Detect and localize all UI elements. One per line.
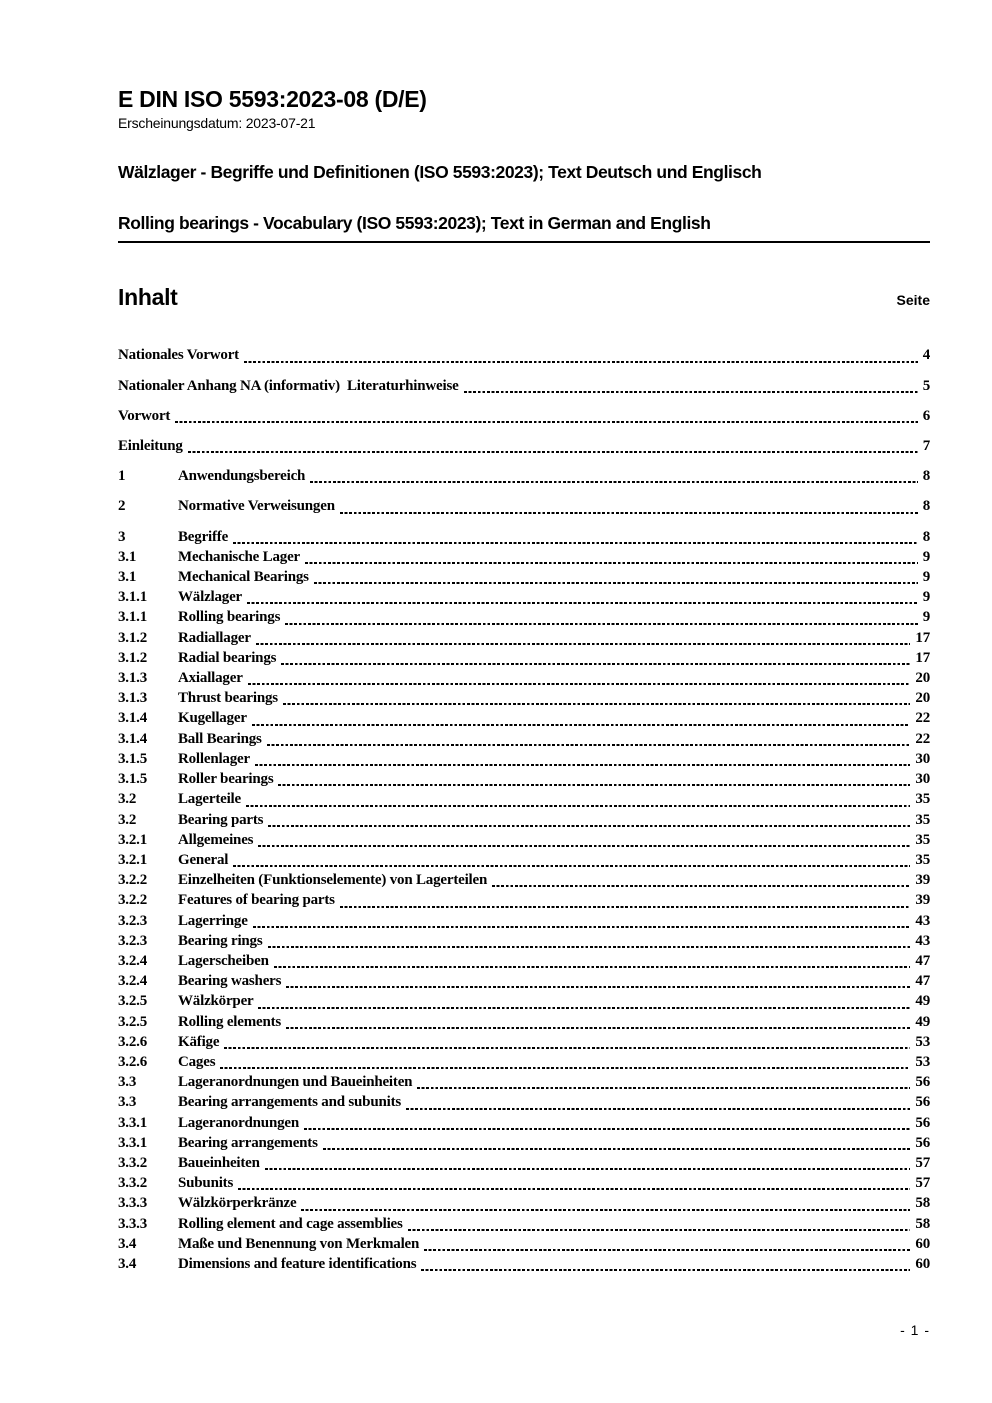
toc-entry-page: 5	[922, 377, 930, 394]
dot-leader	[253, 749, 912, 769]
toc-entry	[118, 607, 930, 627]
dot-leader	[236, 1173, 912, 1193]
toc-entry-number: 3.1.4	[118, 710, 148, 727]
toc-entry-page: 8	[922, 528, 930, 545]
toc-entry	[118, 436, 930, 456]
toc-entry-number: 3.2.5	[118, 993, 148, 1010]
toc-entry-title: Nationaler Anhang NA (informativ) Literaturhinweise	[118, 377, 459, 394]
toc-entry	[118, 830, 930, 850]
toc-entry	[118, 1254, 930, 1274]
dot-leader	[303, 547, 920, 567]
toc-entry-title: Mechanische Lager	[178, 548, 300, 565]
toc-entry-page: 22	[915, 730, 930, 747]
toc-entry-page: 47	[915, 973, 930, 990]
toc-entry-number: 3.4	[118, 1235, 137, 1252]
toc-entry	[118, 466, 930, 486]
toc-entry-page: 17	[915, 629, 930, 646]
toc-entry	[118, 587, 930, 607]
toc-entry	[118, 1012, 930, 1032]
toc-entry-number: 3.3.1	[118, 1114, 148, 1131]
toc-entry-number: 3.1.4	[118, 730, 148, 747]
toc-entry-number: 3.2.4	[118, 973, 148, 990]
toc-entry-page: 9	[922, 548, 930, 565]
toc-entry-number: 3.1	[118, 548, 137, 565]
toc-entry-title: Baueinheiten	[178, 1154, 260, 1171]
toc-entry-page: 9	[922, 589, 930, 606]
toc-entry-number: 3.3.3	[118, 1195, 148, 1212]
dot-leader	[231, 527, 920, 547]
toc-entry	[118, 547, 930, 567]
toc-entry-title: Wälzkörper	[178, 993, 254, 1010]
toc-entry	[118, 1214, 930, 1234]
toc-entry-number: 3.4	[118, 1255, 137, 1272]
toc-entry-number: 1	[118, 468, 126, 485]
toc-entry-title: Roller bearings	[178, 771, 274, 788]
toc-entry	[118, 1092, 930, 1112]
dot-leader	[256, 991, 912, 1011]
toc-entry-number: 3.2	[118, 791, 137, 808]
toc-entry	[118, 1032, 930, 1052]
table-of-contents	[118, 345, 930, 1274]
dot-leader	[218, 1052, 912, 1072]
toc-entry-number: 3.1.5	[118, 771, 148, 788]
toc-entry	[118, 708, 930, 728]
dot-leader	[281, 688, 912, 708]
toc-entry-title: Cages	[178, 1053, 216, 1070]
toc-entry	[118, 496, 930, 516]
toc-entry-page: 39	[915, 872, 930, 889]
toc-entry-number: 3.1.2	[118, 649, 148, 666]
dot-leader	[308, 466, 920, 486]
toc-entry-title: Lagerringe	[178, 912, 248, 929]
dot-leader	[256, 830, 912, 850]
toc-entry	[118, 890, 930, 910]
toc-entry	[118, 749, 930, 769]
dot-leader	[251, 911, 913, 931]
dot-leader	[263, 1153, 913, 1173]
doc-title-english: Rolling bearings - Vocabulary (ISO 5593:2023); Text in German and English	[118, 213, 711, 234]
toc-entry-title: Rolling element and cage assemblies	[178, 1215, 403, 1232]
toc-entry	[118, 1234, 930, 1254]
toc-entry-title: Bearing arrangements	[178, 1134, 318, 1151]
toc-entry-title: Rollenlager	[178, 750, 250, 767]
toc-entry-page: 35	[915, 851, 930, 868]
toc-entry	[118, 951, 930, 971]
toc-entry-number: 3.1.2	[118, 629, 148, 646]
toc-entry-page: 8	[922, 498, 930, 515]
toc-entry	[118, 628, 930, 648]
toc-entry-title: Wälzkörperkränze	[178, 1195, 297, 1212]
toc-entry-page: 60	[915, 1235, 930, 1252]
toc-entry-number: 3.3.3	[118, 1215, 148, 1232]
toc-entry-page: 35	[915, 831, 930, 848]
toc-entry-page: 20	[915, 690, 930, 707]
toc-entry	[118, 971, 930, 991]
toc-entry-number: 3.2.1	[118, 831, 148, 848]
toc-entry-title: Anwendungsbereich	[178, 468, 306, 485]
toc-entry	[118, 931, 930, 951]
toc-entry-title: Begriffe	[178, 528, 229, 545]
toc-entry-number: 3.1.3	[118, 690, 148, 707]
toc-entry	[118, 1133, 930, 1153]
toc-entry-page: 4	[922, 347, 930, 364]
toc-entry	[118, 1193, 930, 1213]
toc-entry-title: Lageranordnungen und Baueinheiten	[178, 1074, 413, 1091]
toc-entry-number: 3.2.6	[118, 1053, 148, 1070]
dot-leader	[338, 890, 913, 910]
toc-entry-page: 43	[915, 912, 930, 929]
toc-entry-page: 47	[915, 952, 930, 969]
dot-leader	[266, 810, 912, 830]
toc-entry-title: Dimensions and feature identifications	[178, 1255, 417, 1272]
toc-entry-page: 49	[915, 1013, 930, 1030]
toc-entry	[118, 1072, 930, 1092]
toc-entry-number: 3.2.2	[118, 872, 148, 889]
toc-entry-title: Rolling elements	[178, 1013, 282, 1030]
toc-entry	[118, 850, 930, 870]
toc-entry-page: 56	[915, 1134, 930, 1151]
dot-leader	[415, 1072, 912, 1092]
toc-entry	[118, 648, 930, 668]
toc-entry-page: 22	[915, 710, 930, 727]
toc-entry	[118, 406, 930, 426]
toc-entry-page: 39	[915, 892, 930, 909]
toc-entry-number: 3.3	[118, 1074, 137, 1091]
toc-entry	[118, 527, 930, 547]
dot-leader	[245, 587, 920, 607]
dot-leader	[284, 971, 912, 991]
toc-entry-title: Nationales Vorwort	[118, 347, 239, 364]
dot-leader	[404, 1092, 912, 1112]
dot-leader	[462, 376, 920, 396]
page-number: - 1 -	[900, 1322, 930, 1338]
toc-entry-title: Bearing rings	[178, 932, 263, 949]
dot-leader	[279, 648, 912, 668]
toc-entry-number: 3.1.3	[118, 670, 148, 687]
toc-entry-title: Mechanical Bearings	[178, 569, 309, 586]
dot-leader	[321, 1133, 913, 1153]
toc-entry-page: 56	[915, 1114, 930, 1131]
toc-header-row	[118, 284, 930, 311]
toc-entry-title: Radial bearings	[178, 649, 277, 666]
toc-entry-title: Subunits	[178, 1175, 234, 1192]
toc-entry	[118, 769, 930, 789]
toc-page-column-label: Seite	[896, 292, 930, 309]
toc-entry-title: Bearing parts	[178, 811, 264, 828]
toc-entry-page: 6	[922, 407, 930, 424]
toc-entry	[118, 688, 930, 708]
toc-entry-page: 7	[922, 438, 930, 455]
toc-entry-page: 9	[922, 609, 930, 626]
dot-leader	[406, 1214, 913, 1234]
toc-entry-title: Einzelheiten (Funktionselemente) von Lagerteilen	[178, 872, 488, 889]
doc-title-german: Wälzlager - Begriffe und Definitionen (ISO 5593:2023); Text Deutsch und Englisch	[118, 162, 762, 183]
toc-entry	[118, 870, 930, 890]
toc-entry-number: 3	[118, 528, 126, 545]
toc-entry-title: Kugellager	[178, 710, 247, 727]
dot-leader	[283, 607, 919, 627]
toc-entry-number: 3.2.5	[118, 1013, 148, 1030]
dot-leader	[490, 870, 912, 890]
toc-entry	[118, 567, 930, 587]
toc-entry-title: Wälzlager	[178, 589, 243, 606]
toc-entry-page: 57	[915, 1175, 930, 1192]
toc-entry-number: 3.3.1	[118, 1134, 148, 1151]
dot-leader	[302, 1113, 912, 1133]
toc-entry-page: 43	[915, 932, 930, 949]
toc-entry-title: Lagerscheiben	[178, 952, 269, 969]
toc-entry-number: 3.2.4	[118, 952, 148, 969]
toc-entry	[118, 991, 930, 1011]
toc-entry-number: 3.3	[118, 1094, 137, 1111]
toc-entry-page: 9	[922, 569, 930, 586]
dot-leader	[246, 668, 913, 688]
dot-leader	[186, 436, 920, 456]
dot-leader	[284, 1012, 912, 1032]
dot-leader	[419, 1254, 912, 1274]
toc-entry	[118, 668, 930, 688]
toc-entry-page: 57	[915, 1154, 930, 1171]
toc-entry-title: Vorwort	[118, 407, 171, 424]
dot-leader	[173, 406, 919, 426]
toc-entry-title: Einleitung	[118, 438, 183, 455]
toc-entry-number: 3.3.2	[118, 1175, 148, 1192]
dot-leader	[254, 628, 913, 648]
toc-entry-title: Features of bearing parts	[178, 892, 335, 909]
toc-entry	[118, 1153, 930, 1173]
toc-entry-page: 35	[915, 791, 930, 808]
toc-entry-page: 20	[915, 670, 930, 687]
toc-entry	[118, 789, 930, 809]
toc-entry-number: 3.2.2	[118, 892, 148, 909]
dot-leader	[276, 769, 912, 789]
toc-entry-number: 3.2.3	[118, 912, 148, 929]
toc-entry	[118, 810, 930, 830]
toc-entry-page: 60	[915, 1255, 930, 1272]
toc-entry-number: 3.3.2	[118, 1154, 148, 1171]
toc-entry	[118, 1173, 930, 1193]
dot-leader	[266, 931, 913, 951]
toc-entry-title: Ball Bearings	[178, 730, 262, 747]
header-divider	[118, 241, 930, 243]
dot-leader	[222, 1032, 912, 1052]
toc-entry-page: 53	[915, 1033, 930, 1050]
toc-entry	[118, 345, 930, 365]
toc-entry-title: Allgemeines	[178, 831, 254, 848]
toc-entry-page: 58	[915, 1215, 930, 1232]
toc-entry-title: Maße und Benennung von Merkmalen	[178, 1235, 420, 1252]
toc-entry-page: 53	[915, 1053, 930, 1070]
dot-leader	[250, 708, 913, 728]
toc-entry	[118, 1113, 930, 1133]
toc-entry-title: Lageranordnungen	[178, 1114, 299, 1131]
toc-entry-page: 35	[915, 811, 930, 828]
toc-entry-page: 56	[915, 1094, 930, 1111]
toc-entry-page: 8	[922, 468, 930, 485]
toc-entry-number: 3.2.6	[118, 1033, 148, 1050]
toc-entry-page: 17	[915, 649, 930, 666]
dot-leader	[312, 567, 920, 587]
toc-entry-title: Normative Verweisungen	[178, 498, 335, 515]
toc-entry-title: Rolling bearings	[178, 609, 281, 626]
toc-entry-number: 3.1	[118, 569, 137, 586]
toc-entry-number: 3.2	[118, 811, 137, 828]
toc-entry	[118, 1052, 930, 1072]
dot-leader	[231, 850, 912, 870]
dot-leader	[299, 1193, 912, 1213]
publication-date: Erscheinungsdatum: 2023-07-21	[118, 115, 316, 132]
toc-entry-title: Bearing arrangements and subunits	[178, 1094, 402, 1111]
toc-entry-page: 30	[915, 750, 930, 767]
toc-entry	[118, 376, 930, 396]
doc-number: E DIN ISO 5593:2023-08 (D/E)	[118, 86, 427, 112]
toc-entry-title: Lagerteile	[178, 791, 241, 808]
dot-leader	[265, 729, 913, 749]
dot-leader	[422, 1234, 912, 1254]
toc-entry-title: Axiallager	[178, 670, 243, 687]
toc-entry-number: 3.1.1	[118, 589, 148, 606]
toc-entry-page: 30	[915, 771, 930, 788]
toc-entry-title: General	[178, 851, 229, 868]
toc-entry	[118, 911, 930, 931]
toc-entry-title: Bearing washers	[178, 973, 282, 990]
toc-heading: Inhalt	[118, 284, 178, 311]
dot-leader	[242, 345, 920, 365]
dot-leader	[272, 951, 913, 971]
toc-entry-number: 3.2.1	[118, 851, 148, 868]
toc-entry-page: 49	[915, 993, 930, 1010]
dot-leader	[338, 496, 920, 516]
toc-entry	[118, 729, 930, 749]
toc-entry-title: Thrust bearings	[178, 690, 278, 707]
toc-entry-page: 58	[915, 1195, 930, 1212]
toc-entry-number: 3.1.1	[118, 609, 148, 626]
toc-entry-number: 3.2.3	[118, 932, 148, 949]
toc-entry-number: 3.1.5	[118, 750, 148, 767]
toc-entry-title: Käfige	[178, 1033, 220, 1050]
dot-leader	[244, 789, 912, 809]
toc-entry-number: 2	[118, 498, 126, 515]
toc-entry-title: Radiallager	[178, 629, 251, 646]
toc-entry-page: 56	[915, 1074, 930, 1091]
